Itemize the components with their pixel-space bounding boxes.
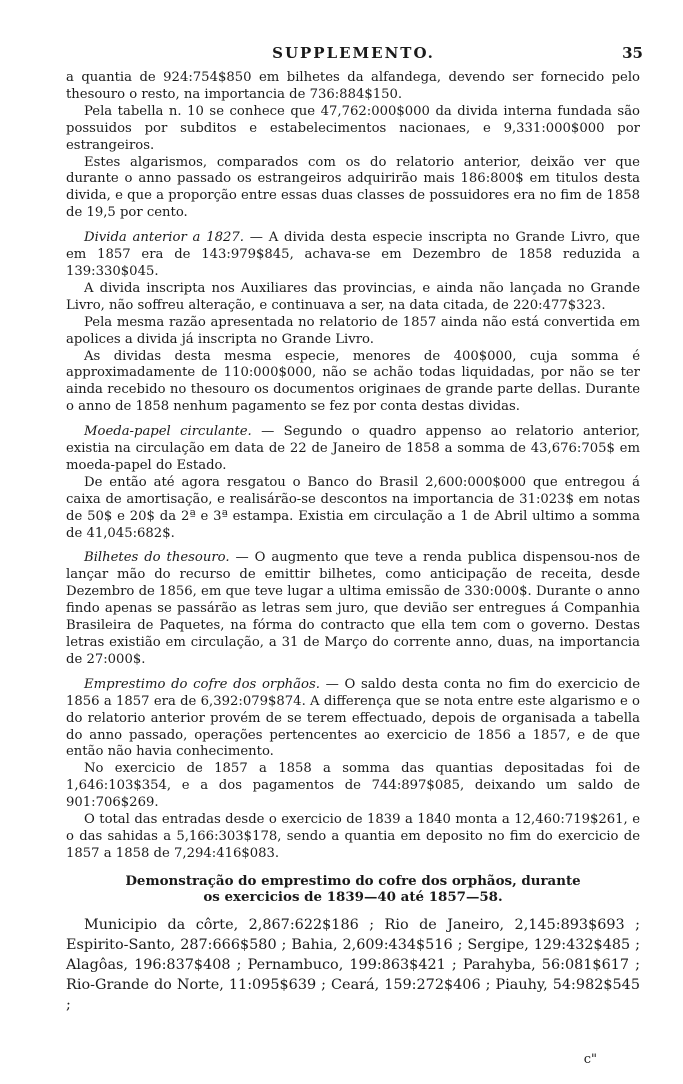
demonstracao-heading-line2: os exercicios de 1839—40 até 1857—58. — [203, 888, 503, 905]
paragraph-moeda-resgate: De então até agora resgatou o Banco do Brasil 2,600:000$000 que entregou á caixa de amortisação, e realisárão-se descontos na importancia de 31:023$ em notas de 50$ e 20$ da 2ª e 3ª estampa. Existia em circulação a 1 de Abril ultimo a somma de 41,045:682$. — [66, 474, 640, 541]
section-label-bilhetes: Bilhetes do thesouro. — [84, 550, 230, 566]
running-title: SUPPLEMENTO. — [272, 44, 435, 62]
page-body — [66, 70, 640, 1015]
paragraph-emprestimo-total: O total das entradas desde o exercicio de 1839 a 1840 monta a 12,460:719$261, e o das sahidas a 5,166:303$178, sendo a quantia em deposito no fim do exercicio de 1857 a 1858 de 7,294:416$083. — [66, 812, 640, 861]
section-label-emprestimo: Emprestimo do cofre dos orphãos. — [84, 676, 320, 692]
paragraph-algarismos: Estes algarismos, comparados com os do relatorio anterior, deixão ver que durante o anno passado os estrangeiros adquirirão mais 186:800$ em titulos desta divida, e que a proporção entre essas duas classes de possuidores era no fim de 1858 de 19,5 por cento. — [66, 154, 640, 221]
page-header — [64, 44, 643, 66]
section-text-divida-anterior: — A divida desta especie inscripta no Grande Livro, que em 1857 era de 143:979$845, achava-se em Dezembro de 1858 reduzida a 139:330$045. — [66, 230, 640, 279]
paragraph-alfandega: a quantia de 924:754$850 em bilhetes da alfandega, devendo ser fornecido pelo thesouro o resto, na importancia de 736:884$150. — [66, 70, 640, 102]
demonstracao-heading — [66, 873, 640, 905]
section-label-divida-anterior: Divida anterior a 1827. — [84, 230, 244, 246]
section-text-bilhetes: — O augmento que teve a renda publica dispensou-nos de lançar mão do recurso de emittir bilhetes, como anticipação de receita, desde Dezembro de 1856, em que teve lugar a ultima emissão de 330:000$. Durante o anno findo apenas se passárão as letras sem juro, que devião ser entregues á Companhia Brasileira de Paquetes, na fórma do contracto que ella tem com o governo. Destas letras existião em circulação, a 31 de Março do corrente anno, duas, na importancia de 27:000$. — [66, 550, 641, 667]
section-text-emprestimo: — O saldo desta conta no fim do exercicio de 1856 a 1857 era de 6,392:079$874. A differença que se nota entre este algarismo e o do relatorio anterior provém de se terem effectuado, depois de organisada a tabella do anno passado, operações pertencentes ao exercicio de 1856 a 1857, e de que então não havia conhecimento. — [66, 676, 640, 760]
demonstracao-provinces: Municipio da côrte, 2,867:622$186 ; Rio de Janeiro, 2,145:893$693 ; Espirito-Santo, 287:666$580 ; Bahia, 2,609:434$516 ; Sergipe, 129:432$485 ; Alagôas, 196:837$408 ; Pernambuco, 199:863$421 ; Parahyba, 56:081$617 ; Rio-Grande do Norte, 11:095$639 ; Ceará, 159:272$406 ; Piauhy, 54:982$545 ; — [66, 916, 640, 1013]
section-text-moeda-papel: — Segundo o quadro appenso ao relatorio anterior, existia na circulação em data de 22 de Janeiro de 1858 a somma de 43,676:705$ em moeda-papel do Estado. — [66, 424, 641, 473]
paragraph-divida-menores: As dividas desta mesma especie, menores de 400$000, cuja somma é approximadamente de 110:000$000, não se achão todas liquidadas, por não se ter ainda recebido no thesouro os documentos originaes de grande parte dellas. Durante o anno de 1858 nenhum pagamento se fez por conta destas dividas. — [66, 348, 640, 415]
demonstracao-heading-line1: Demonstração do emprestimo do cofre dos orphãos, durante — [125, 872, 581, 889]
section-divida-anterior — [66, 230, 640, 281]
paragraph-emprestimo-1857: No exercicio de 1857 a 1858 a somma das quantias depositadas foi de 1,646:103$354, e a dos pagamentos de 744:897$085, deixando um saldo de 901:706$269. — [66, 761, 640, 811]
paragraph-divida-auxiliares: A divida inscripta nos Auxiliares das provincias, e ainda não lançada no Grande Livro, não soffreu alteração, e continuava a ser, na data citada, de 220:477$323. — [66, 280, 640, 313]
section-emprestimo — [66, 677, 640, 762]
paragraph-divida-apolices: Pela mesma razão apresentada no relatorio de 1857 ainda não está convertida em apolices a divida já inscripta no Grande Livro. — [66, 314, 640, 347]
section-moeda-papel — [66, 424, 640, 475]
section-bilhetes — [66, 550, 640, 668]
page-number: 35 — [622, 44, 643, 62]
paragraph-tabella-10: Pela tabella n. 10 se conhece que 47,762:000$000 da divida interna fundada são possuidos por subditos e estabelecimentos nacionaes, e 9,331:000$000 por estrangeiros. — [66, 103, 640, 153]
catchword: c" — [583, 1052, 597, 1067]
section-label-moeda-papel: Moeda-papel circulante. — [84, 424, 252, 440]
